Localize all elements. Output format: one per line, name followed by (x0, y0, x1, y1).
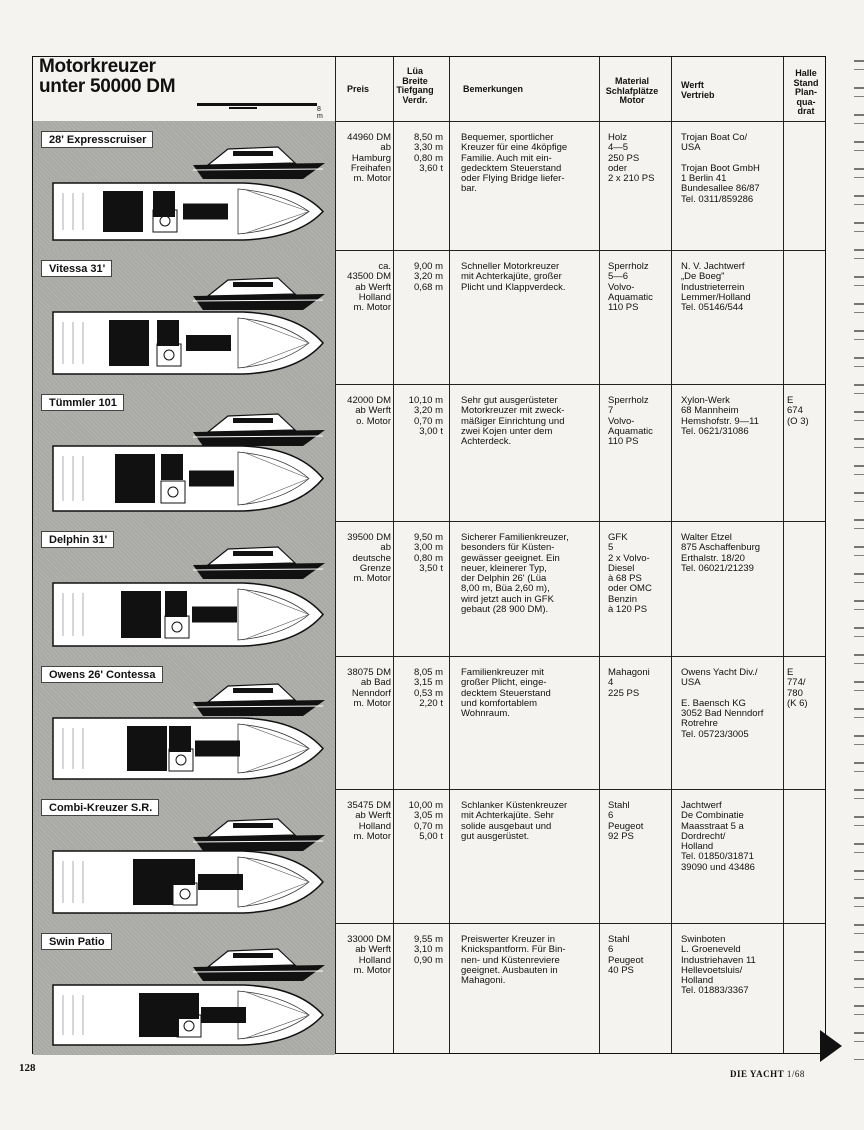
boat-name-label: 28' Expresscruiser (41, 131, 153, 148)
shipyard-cell: Jachtwerf De Combinatie Maasstraat 5 a Dordrecht/ Holland Tel. 01850/31871 39090 und 43486 (681, 800, 755, 873)
header-preis: Preis (347, 84, 370, 94)
shipyard-cell: Trojan Boat Co/ USA Trojan Boot GmbH 1 Berlin 41 Bundesallee 86/87 Tel. 0311/859286 (681, 132, 760, 205)
boat-name-label: Tümmler 101 (41, 394, 124, 411)
remarks-cell: Sehr gut ausgerüsteter Motorkreuzer mit zweck- mäßiger Einrichtung und zwei Kojen unter dem Achterdeck. (461, 395, 565, 448)
dimensions-cell: 8,50 m 3,30 m 0,80 m 3,60 t (413, 132, 443, 174)
header-halle: Halle Stand Plan- qua- drat (793, 68, 819, 116)
dimensions-cell: 8,05 m 3,15 m 0,53 m 2,20 t (413, 667, 443, 709)
dimensions-cell: 10,00 m 3,05 m 0,70 m 5,00 t (408, 800, 443, 842)
scale-label: 8 m (317, 106, 323, 120)
page-number: 128 (19, 1062, 36, 1074)
dimensions-cell: 9,50 m 3,00 m 0,80 m 3,50 t (413, 532, 443, 574)
boat-name-label: Swin Patio (41, 933, 112, 950)
boat-name-label: Vitessa 31' (41, 260, 112, 277)
magazine-footer: DIE YACHT 1/68 (730, 1069, 805, 1079)
remarks-cell: Sicherer Familienkreuzer, besonders für Küsten- gewässer geeignet. Ein neuer, kleinerer Typ, der Delphin 26' (Lüa 8,00 m, Büa 2,60 m), wird jetzt auch in GFK gebaut (28 900 DM). (461, 532, 569, 616)
next-page-arrow-icon (820, 1030, 842, 1062)
boat-row (33, 923, 825, 1055)
boat-name-label: Owens 26' Contessa (41, 666, 163, 683)
header-werft: Werft Vertrieb (681, 80, 715, 100)
dimensions-cell: 10,10 m 3,20 m 0,70 m 3,00 t (408, 395, 443, 437)
shipyard-cell: Walter Etzel 875 Aschaffenburg Erthalstr. 18/20 Tel. 06021/21239 (681, 532, 761, 574)
boat-illustration (33, 250, 335, 384)
remarks-cell: Schlanker Küstenkreuzer mit Achterkajüte. Sehr solide ausgebaut und gut ausgerüstet. (461, 800, 568, 842)
shipyard-cell: N. V. Jachtwerf „De Boeg" Industrieterrein Lemmer/Holland Tel. 05146/544 (681, 261, 751, 314)
price-cell: ca. 43500 DM ab Werft Holland m. Motor (347, 261, 391, 314)
boat-illustration (33, 121, 335, 250)
hall-stand-cell: E 774/ 780 (K 6) (787, 667, 808, 709)
shipyard-cell: Swinboten L. Groeneveld Industriehaven 11 Hellevoetsluis/ Holland Tel. 01883/3367 (681, 934, 756, 997)
price-cell: 42000 DM ab Werft o. Motor (347, 395, 391, 427)
material-cell: Stahl 6 Peugeot 92 PS (608, 800, 644, 842)
material-cell: Sperrholz 7 Volvo- Aquamatic 110 PS (608, 395, 653, 448)
material-cell: Sperrholz 5—6 Volvo- Aquamatic 110 PS (608, 261, 653, 314)
scale-bar (197, 103, 325, 120)
price-cell: 38075 DM ab Bad Nenndorf m. Motor (347, 667, 391, 709)
dimensions-cell: 9,00 m 3,20 m 0,68 m (413, 261, 443, 293)
material-cell: Holz 4—5 250 PS oder 2 x 210 PS (608, 132, 655, 185)
boat-name-label: Delphin 31' (41, 531, 114, 548)
boat-row (33, 521, 825, 656)
header-bemerkungen: Bemerkungen (463, 84, 524, 94)
dimensions-cell: 9,55 m 3,10 m 0,90 m (413, 934, 443, 966)
price-cell: 39500 DM ab deutsche Grenze m. Motor (347, 532, 391, 585)
material-cell: Mahagoni 4 225 PS (608, 667, 650, 699)
boat-illustration (33, 656, 335, 789)
boat-row (33, 789, 825, 923)
boat-row (33, 250, 825, 384)
remarks-cell: Preiswerter Kreuzer in Knickspantform. Für Bin- nen- und Küstenreviere geeignet. Ausbauten in Mahagoni. (461, 934, 566, 987)
boat-illustration (33, 789, 335, 923)
shipyard-cell: Owens Yacht Div./ USA E. Baensch KG 3052 Bad Nenndorf Rotrehre Tel. 05723/3005 (681, 667, 764, 740)
price-cell: 44960 DM ab Hamburg Freihafen m. Motor (347, 132, 391, 185)
boat-row (33, 384, 825, 521)
page-edge-marks (854, 60, 864, 1060)
remarks-cell: Schneller Motorkreuzer mit Achterkajüte, großer Plicht und Klappverdeck. (461, 261, 566, 293)
page-title: Motorkreuzer unter 50000 DM (39, 56, 176, 97)
boat-row (33, 121, 825, 250)
boat-illustration (33, 521, 335, 656)
remarks-cell: Bequemer, sportlicher Kreuzer für eine 4köpfige Familie. Auch mit ein- gedecktem Steuerstand oder Flying Bridge liefer- bar. (461, 132, 568, 195)
boat-row (33, 656, 825, 789)
boat-table (32, 56, 826, 1054)
remarks-cell: Familienkreuzer mit großer Plicht, einge- decktem Steuerstand und komfortablem Wohnraum. (461, 667, 551, 720)
boat-illustration (33, 923, 335, 1055)
material-cell: Stahl 6 Peugeot 40 PS (608, 934, 644, 976)
price-cell: 33000 DM ab Werft Holland m. Motor (347, 934, 391, 976)
hall-stand-cell: E 674 (O 3) (787, 395, 809, 427)
boat-illustration (33, 384, 335, 521)
material-cell: GFK 5 2 x Volvo- Diesel à 68 PS oder OMC Benzin à 120 PS (608, 532, 652, 616)
boat-name-label: Combi-Kreuzer S.R. (41, 799, 159, 816)
price-cell: 35475 DM ab Werft Holland m. Motor (347, 800, 391, 842)
header-material: Material Schlafplätze Motor (605, 76, 659, 105)
header-dimensions: Lüa Breite Tiefgang Verdr. (396, 66, 434, 105)
shipyard-cell: Xylon-Werk 68 Mannheim Hemshofstr. 9—11 Tel. 0621/31086 (681, 395, 759, 437)
